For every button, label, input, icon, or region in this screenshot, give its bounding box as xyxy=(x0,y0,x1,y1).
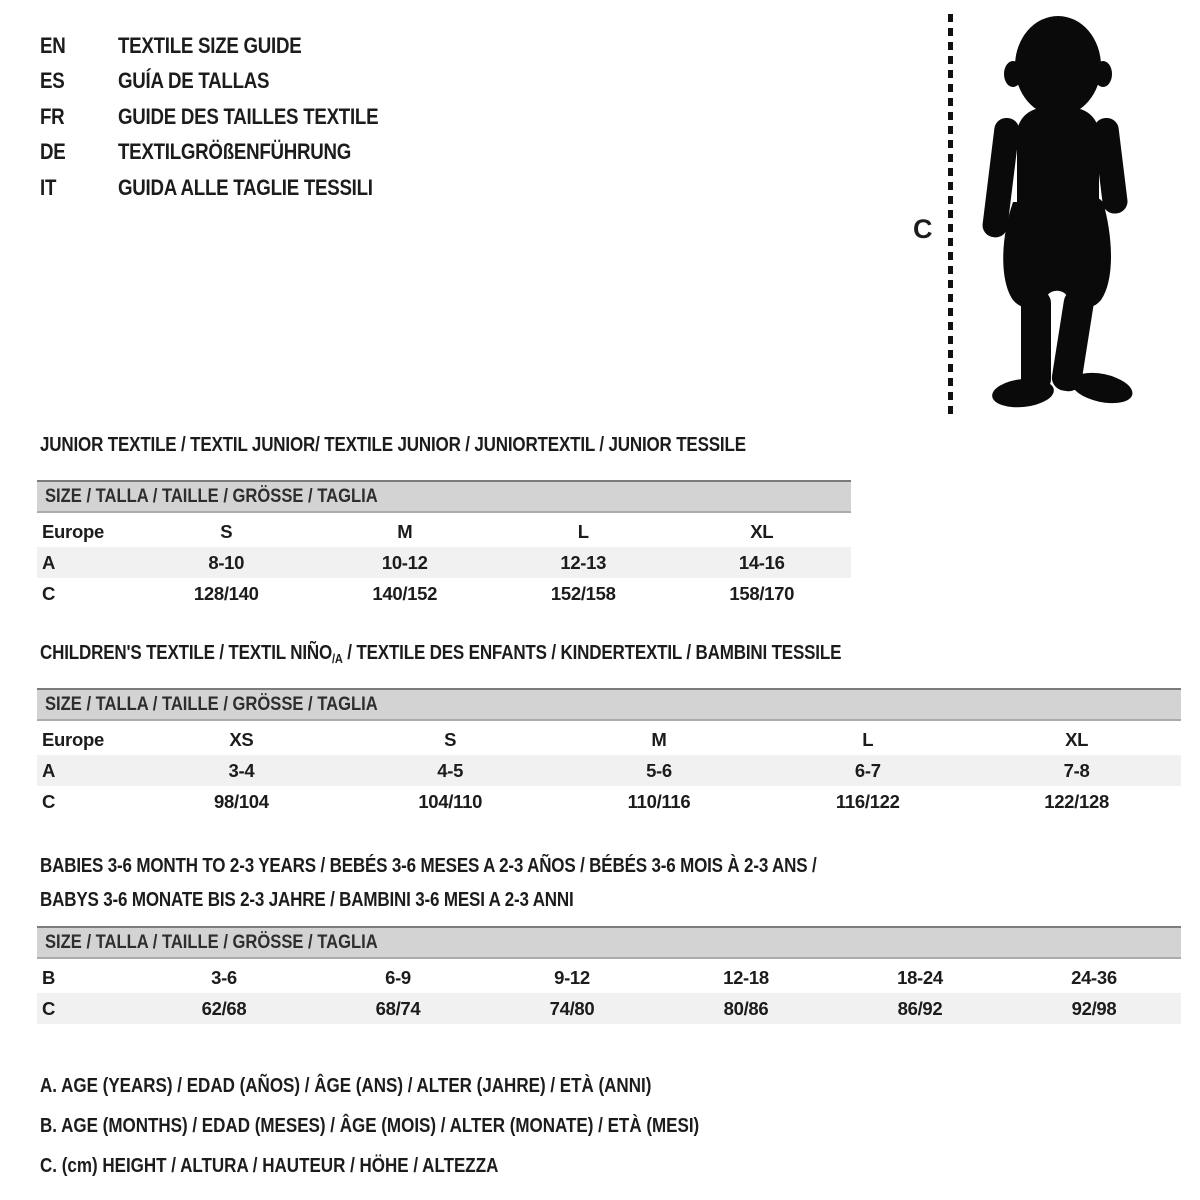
size-cell: 18-24 xyxy=(897,966,943,988)
size-cell: 86/92 xyxy=(897,997,943,1019)
size-cell: 6-7 xyxy=(854,759,881,781)
size-cell: 116/122 xyxy=(835,790,900,812)
babies-section-title: BABIES 3-6 MONTH TO 2-3 YEARS / BEBÉS 3-6 MESES A 2-3 AÑOS / BÉBÉS 3-6 MOIS À 2-3 ANS / BABYS 3-6 MONATE BIS 2-3 JAHRE / BAMBINI 3-6 MESI A 2-3 ANNI xyxy=(40,855,817,911)
size-cell: 3-6 xyxy=(211,966,237,988)
language-label: GUIDA ALLE TAGLIE TESSILI xyxy=(118,174,373,200)
language-row-it xyxy=(40,170,424,206)
language-code: ES xyxy=(40,68,65,94)
size-cell: 7-8 xyxy=(1063,759,1090,781)
size-cell: XS xyxy=(229,728,254,750)
row-label-cell: Europe xyxy=(42,728,104,750)
children-size-table xyxy=(37,688,1181,817)
language-label: TEXTILGRÖßENFÜHRUNG xyxy=(118,139,352,165)
size-cell: 10-12 xyxy=(381,551,428,573)
language-row-fr xyxy=(40,99,424,135)
row-label-cell: C xyxy=(42,582,56,604)
table-row-age xyxy=(37,755,1181,786)
table-row-europe xyxy=(37,724,1181,755)
size-cell: XL xyxy=(750,520,774,542)
table-row-height xyxy=(37,993,1181,1024)
table-row-height xyxy=(37,786,1181,817)
size-cell: 110/116 xyxy=(627,790,691,812)
size-cell: 68/74 xyxy=(375,997,421,1019)
language-row-de xyxy=(40,135,424,171)
size-cell: 128/140 xyxy=(193,582,259,604)
babies-size-table xyxy=(37,926,1181,1024)
size-cell: 9-12 xyxy=(554,966,590,988)
size-table-header: SIZE / TALLA / TAILLE / GRÖSSE / TAGLIA xyxy=(37,480,851,513)
size-cell: L xyxy=(577,520,589,542)
size-cell: XL xyxy=(1065,728,1089,750)
language-label: TEXTILE SIZE GUIDE xyxy=(118,32,302,58)
language-code: FR xyxy=(40,103,65,129)
table-row-months xyxy=(37,962,1181,993)
height-measure-label: C xyxy=(913,214,933,244)
junior-section-title: JUNIOR TEXTILE / TEXTIL JUNIOR/ TEXTILE JUNIOR / JUNIORTEXTIL / JUNIOR TESSILE xyxy=(40,434,746,456)
size-cell: 104/110 xyxy=(418,790,483,812)
toddler-silhouette-icon xyxy=(961,12,1153,414)
row-label-cell: B xyxy=(42,966,56,988)
row-label-cell: C xyxy=(42,997,56,1019)
size-cell: 5-6 xyxy=(646,759,672,781)
size-cell: S xyxy=(444,728,457,750)
size-cell: L xyxy=(862,728,874,750)
language-code: IT xyxy=(40,174,57,200)
row-label-cell: A xyxy=(42,551,56,573)
size-cell: 12-18 xyxy=(723,966,769,988)
language-row-es xyxy=(40,64,424,100)
size-cell: 8-10 xyxy=(208,551,245,573)
size-cell: 140/152 xyxy=(372,582,438,604)
size-table-header: SIZE / TALLA / TAILLE / GRÖSSE / TAGLIA xyxy=(37,688,1181,721)
size-cell: 74/80 xyxy=(549,997,595,1019)
language-code: EN xyxy=(40,32,66,58)
size-cell: 12-13 xyxy=(560,551,607,573)
size-cell: M xyxy=(397,520,413,542)
row-label-cell: C xyxy=(42,790,56,812)
table-row-age xyxy=(37,547,851,578)
size-cell: 122/128 xyxy=(1044,790,1109,812)
language-row-en xyxy=(40,28,424,64)
legend-line-c: C. (cm) HEIGHT / ALTURA / HAUTEUR / HÖHE / ALTEZZA xyxy=(40,1155,499,1177)
legend-line-b: B. AGE (MONTHS) / EDAD (MESES) / ÂGE (MOIS) / ALTER (MONATE) / ETÀ (MESI) xyxy=(40,1115,700,1137)
size-cell: 14-16 xyxy=(738,551,785,573)
nino-a-subscript: /A xyxy=(332,651,343,666)
size-cell: 80/86 xyxy=(723,997,769,1019)
junior-size-table xyxy=(37,480,851,609)
size-cell: S xyxy=(220,520,233,542)
language-label: GUIDE DES TAILLES TEXTILE xyxy=(118,103,379,129)
size-cell: 4-5 xyxy=(437,759,464,781)
children-section-title: CHILDREN'S TEXTILE / TEXTIL $NIÑO_{/A}$ / TEXTILE DES ENFANTS / KINDERTEXTIL / BAMBINI TESSILE xyxy=(40,642,842,666)
language-code: DE xyxy=(40,139,66,165)
language-header xyxy=(40,28,424,206)
size-cell: 158/170 xyxy=(729,582,795,604)
language-label: GUÍA DE TALLAS xyxy=(118,68,270,94)
size-table-header: SIZE / TALLA / TAILLE / GRÖSSE / TAGLIA xyxy=(37,926,1181,959)
table-row-height xyxy=(37,578,851,609)
row-label-cell: A xyxy=(42,759,56,781)
measurement-legend xyxy=(40,1066,816,1186)
size-cell: 152/158 xyxy=(550,582,616,604)
size-cell: 6-9 xyxy=(385,966,411,988)
legend-line-a: A. AGE (YEARS) / EDAD (AÑOS) / ÂGE (ANS) / ALTER (JAHRE) / ETÀ (ANNI) xyxy=(40,1075,652,1097)
size-cell: 98/104 xyxy=(214,790,269,812)
size-cell: 3-4 xyxy=(228,759,255,781)
size-cell: 24-36 xyxy=(1071,966,1117,988)
height-measure-dashed-line xyxy=(948,14,953,416)
size-cell: 62/68 xyxy=(201,997,247,1019)
table-row-europe xyxy=(37,516,851,547)
size-cell: M xyxy=(651,728,667,750)
height-measure-figure xyxy=(905,10,1163,424)
row-label-cell: Europe xyxy=(42,520,104,542)
size-cell: 92/98 xyxy=(1071,997,1117,1019)
